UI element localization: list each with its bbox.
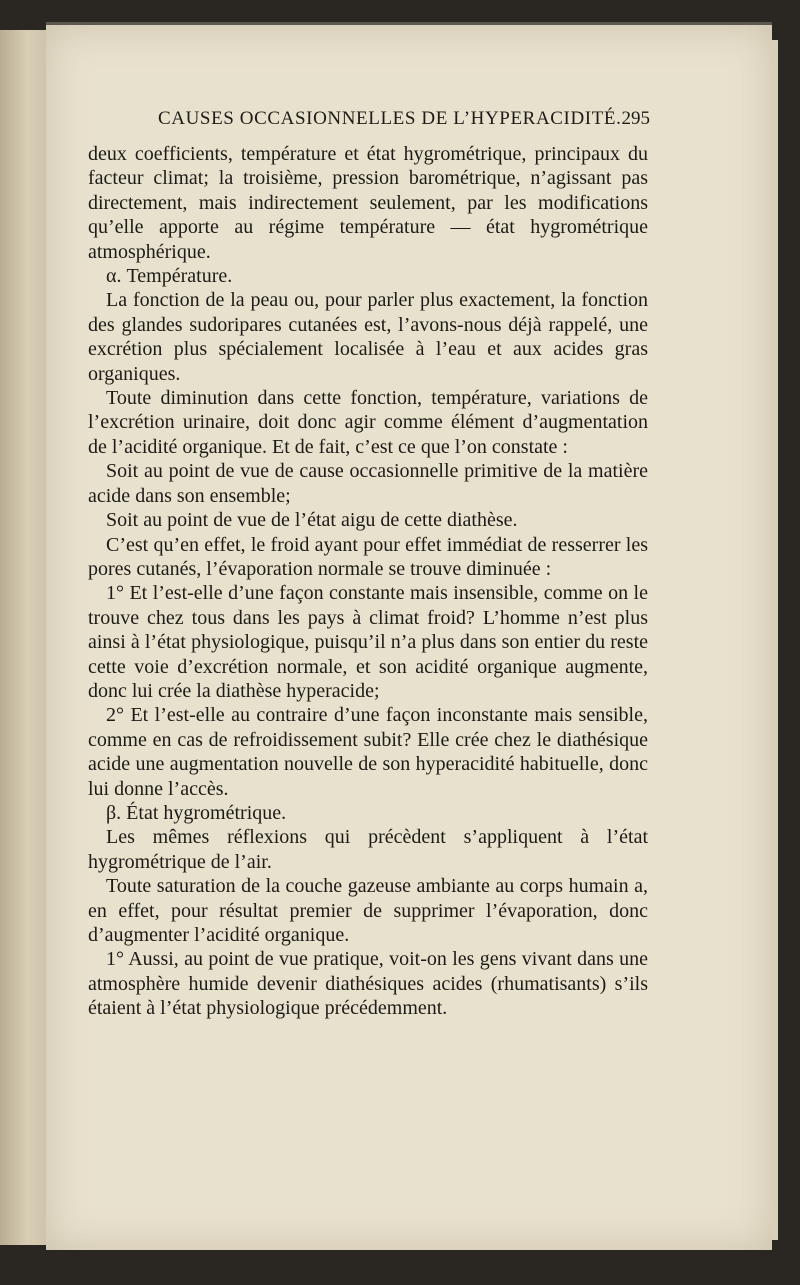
paragraph: Toute saturation de la couche gazeuse ambiante au corps humain a, en effet, pour résultat premier de supprimer l’évaporation, donc d’augmenter l’acidité organique. bbox=[88, 875, 648, 946]
paragraph: 1° Et l’est-elle d’une façon constante mais insensible, comme on le trouve chez tous dans les pays à climat froid? L’homme n’est plus ainsi à l’état physiologique, puisqu’il n’a plus dans son entier du reste cette voie d’excrétion normale, et son acidité organique augmente, donc lui crée la diathèse hyperacide; bbox=[88, 582, 648, 702]
section-heading-temperature: α. Température. bbox=[106, 265, 233, 288]
paragraph: La fonction de la peau ou, pour parler plus exactement, la fonction des glandes sudoripares cutanées est, l’avons-nous déjà rappelé, une excrétion plus spécialement localisée à l’eau et aux acides gras organiques. bbox=[88, 289, 648, 385]
page-header bbox=[158, 108, 650, 138]
paragraph: deux coefficients, température et état hygrométrique, principaux du facteur climat; la troisième, pression barométrique, n’agissant pas directement, mais indirectement seulement, par les modifications qu’elle apporte au régime température — état hygrométrique atmosphérique. bbox=[88, 143, 648, 263]
book-gutter bbox=[0, 30, 47, 1245]
page-edge bbox=[772, 40, 778, 1240]
running-title: CAUSES OCCASIONNELLES DE L’HYPERACIDITÉ. bbox=[158, 108, 622, 129]
paragraph: C’est qu’en effet, le froid ayant pour effet immédiat de resserrer les pores cutanés, l’évaporation normale se trouve diminuée : bbox=[88, 533, 648, 580]
paragraph: 1° Aussi, au point de vue pratique, voit-on les gens vivant dans une atmosphère humide devenir diathésiques acides (rhumatisants) s’ils étaient à l’état physiologique précédemment. bbox=[88, 948, 648, 1020]
paragraph: Soit au point de vue de l’état aigu de cette diathèse. bbox=[106, 509, 518, 532]
body-text bbox=[88, 142, 648, 1021]
paragraph: Soit au point de vue de cause occasionnelle primitive de la matière acide dans son ensemble; bbox=[88, 460, 648, 507]
paragraph: Les mêmes réflexions qui précèdent s’appliquent à l’état hygrométrique de l’air. bbox=[88, 826, 648, 873]
paragraph: Toute diminution dans cette fonction, température, variations de l’excrétion urinaire, doit donc agir comme élément d’augmentation de l’acidité organique. Et de fait, c’est ce que l’on constate : bbox=[88, 387, 648, 458]
paragraph: 2° Et l’est-elle au contraire d’une façon inconstante mais sensible, comme en cas de refroidissement subit? Elle crée chez le diathésique acide une augmentation nouvelle de son hyperacidité habituelle, donc lui donne l’accès. bbox=[88, 704, 648, 800]
page-number: 295 bbox=[621, 108, 650, 129]
section-heading-hygrometric: β. État hygrométrique. bbox=[106, 801, 287, 824]
